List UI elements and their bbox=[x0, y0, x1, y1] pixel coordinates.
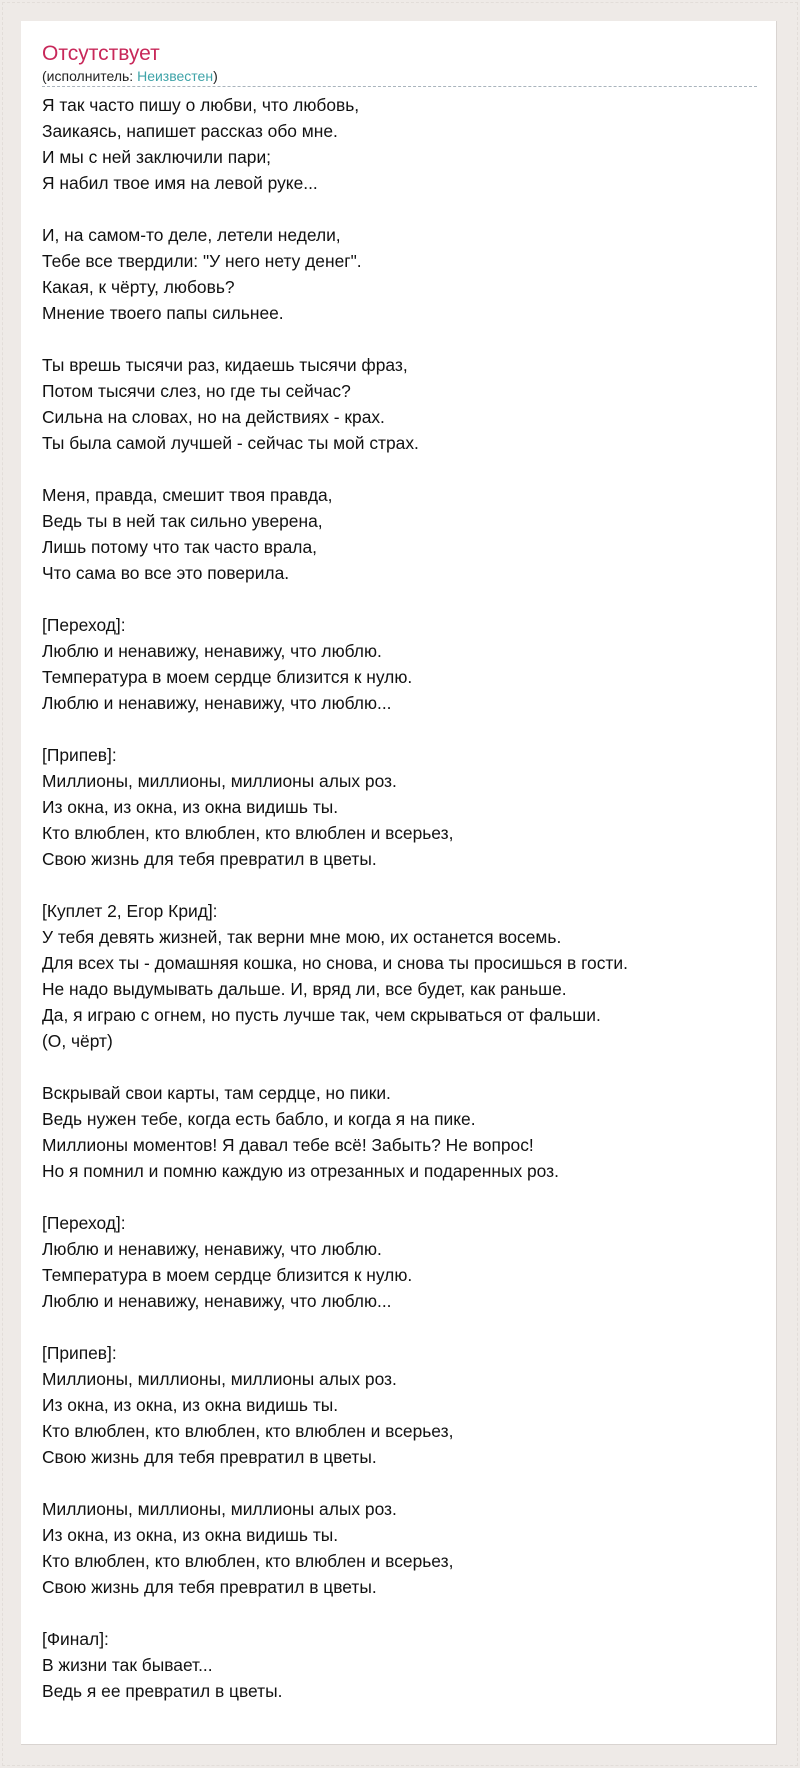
lyrics-line: [Припев]: bbox=[42, 1343, 117, 1363]
song-header bbox=[42, 41, 757, 87]
lyrics-line: Из окна, из окна, из окна видишь ты. bbox=[42, 797, 339, 817]
lyrics-line: Люблю и ненавижу, ненавижу, что люблю... bbox=[42, 1291, 392, 1311]
lyrics-body bbox=[42, 92, 762, 1704]
lyrics-stanza bbox=[42, 1080, 762, 1184]
lyrics-line: Какая, к чёрту, любовь? bbox=[42, 277, 235, 297]
lyrics-line: Свою жизнь для тебя превратил в цветы. bbox=[42, 1577, 377, 1597]
lyrics-line: Потом тысячи слез, но где ты сейчас? bbox=[42, 381, 351, 401]
lyrics-line: Не надо выдумывать дальше. И, вряд ли, все будет, как раньше. bbox=[42, 979, 567, 999]
lyrics-line: [Переход]: bbox=[42, 615, 126, 635]
lyrics-stanza bbox=[42, 222, 762, 326]
lyrics-line: Свою жизнь для тебя превратил в цветы. bbox=[42, 849, 377, 869]
lyrics-line: Миллионы моментов! Я давал тебе всё! Забыть? Не вопрос! bbox=[42, 1135, 534, 1155]
lyrics-line: В жизни так бывает... bbox=[42, 1655, 213, 1675]
lyrics-line: Кто влюблен, кто влюблен, кто влюблен и всерьез, bbox=[42, 1551, 454, 1571]
lyrics-line: (О, чёрт) bbox=[42, 1031, 113, 1051]
lyrics-line: Но я помнил и помню каждую из отрезанных и подаренных роз. bbox=[42, 1161, 559, 1181]
lyrics-line: Температура в моем сердце близится к нулю. bbox=[42, 1265, 413, 1285]
lyrics-line: И, на самом-то деле, летели недели, bbox=[42, 225, 341, 245]
artist-prefix: (исполнитель: bbox=[42, 68, 138, 84]
lyrics-stanza bbox=[42, 1496, 762, 1600]
lyrics-line: Ты была самой лучшей - сейчас ты мой страх. bbox=[42, 433, 419, 453]
artist-suffix: ) bbox=[213, 68, 218, 84]
lyrics-line: [Финал]: bbox=[42, 1629, 109, 1649]
lyrics-line: Из окна, из окна, из окна видишь ты. bbox=[42, 1395, 339, 1415]
lyrics-line: Я набил твое имя на левой руке... bbox=[42, 173, 318, 193]
lyrics-line: Тебе все твердили: "У него нету денег". bbox=[42, 251, 362, 271]
lyrics-line: Лишь потому что так часто врала, bbox=[42, 537, 317, 557]
lyrics-line: Кто влюблен, кто влюблен, кто влюблен и всерьез, bbox=[42, 823, 454, 843]
lyrics-line: Ты врешь тысячи раз, кидаешь тысячи фраз, bbox=[42, 355, 408, 375]
lyrics-line: Мнение твоего папы сильнее. bbox=[42, 303, 284, 323]
lyrics-line: Люблю и ненавижу, ненавижу, что люблю. bbox=[42, 641, 382, 661]
artist-line bbox=[42, 67, 757, 85]
lyrics-line: Я так часто пишу о любви, что любовь, bbox=[42, 95, 360, 115]
lyrics-line: Для всех ты - домашняя кошка, но снова, и снова ты просишься в гости. bbox=[42, 953, 628, 973]
lyrics-line: У тебя девять жизней, так верни мне мою, их останется восемь. bbox=[42, 927, 562, 947]
song-title: Отсутствует bbox=[42, 42, 160, 65]
lyrics-line: Ведь нужен тебе, когда есть бабло, и когда я на пике. bbox=[42, 1109, 476, 1129]
lyrics-line: Миллионы, миллионы, миллионы алых роз. bbox=[42, 1499, 397, 1519]
lyrics-stanza bbox=[42, 92, 762, 196]
lyrics-line: [Куплет 2, Егор Крид]: bbox=[42, 901, 218, 921]
lyrics-line: Ведь я ее превратил в цветы. bbox=[42, 1681, 283, 1701]
lyrics-line: Миллионы, миллионы, миллионы алых роз. bbox=[42, 771, 397, 791]
lyrics-line: [Припев]: bbox=[42, 745, 117, 765]
lyrics-line: Вскрывай свои карты, там сердце, но пики. bbox=[42, 1083, 391, 1103]
lyrics-stanza bbox=[42, 482, 762, 586]
artist-link[interactable]: Неизвестен bbox=[137, 68, 214, 84]
lyrics-line: Заикаясь, напишет рассказ обо мне. bbox=[42, 121, 338, 141]
lyrics-stanza bbox=[42, 352, 762, 456]
lyrics-stanza bbox=[42, 1626, 762, 1704]
lyrics-line: Люблю и ненавижу, ненавижу, что люблю... bbox=[42, 693, 392, 713]
lyrics-stanza bbox=[42, 1340, 762, 1470]
lyrics-line: Да, я играю с огнем, но пусть лучше так, чем скрываться от фальши. bbox=[42, 1005, 601, 1025]
lyrics-line: И мы с ней заключили пари; bbox=[42, 147, 271, 167]
lyrics-line: [Переход]: bbox=[42, 1213, 126, 1233]
lyrics-stanza bbox=[42, 1210, 762, 1314]
lyrics-line: Что сама во все это поверила. bbox=[42, 563, 290, 583]
lyrics-line: Свою жизнь для тебя превратил в цветы. bbox=[42, 1447, 377, 1467]
lyrics-line: Миллионы, миллионы, миллионы алых роз. bbox=[42, 1369, 397, 1389]
lyrics-stanza bbox=[42, 612, 762, 716]
lyrics-line: Меня, правда, смешит твоя правда, bbox=[42, 485, 333, 505]
lyrics-card bbox=[21, 21, 777, 1745]
lyrics-line: Сильна на словах, но на действиях - крах. bbox=[42, 407, 385, 427]
lyrics-stanza bbox=[42, 898, 762, 1054]
lyrics-stanza bbox=[42, 742, 762, 872]
lyrics-line: Температура в моем сердце близится к нулю. bbox=[42, 667, 413, 687]
lyrics-line: Ведь ты в ней так сильно уверена, bbox=[42, 511, 323, 531]
lyrics-line: Из окна, из окна, из окна видишь ты. bbox=[42, 1525, 339, 1545]
lyrics-line: Кто влюблен, кто влюблен, кто влюблен и всерьез, bbox=[42, 1421, 454, 1441]
lyrics-line: Люблю и ненавижу, ненавижу, что люблю. bbox=[42, 1239, 382, 1259]
